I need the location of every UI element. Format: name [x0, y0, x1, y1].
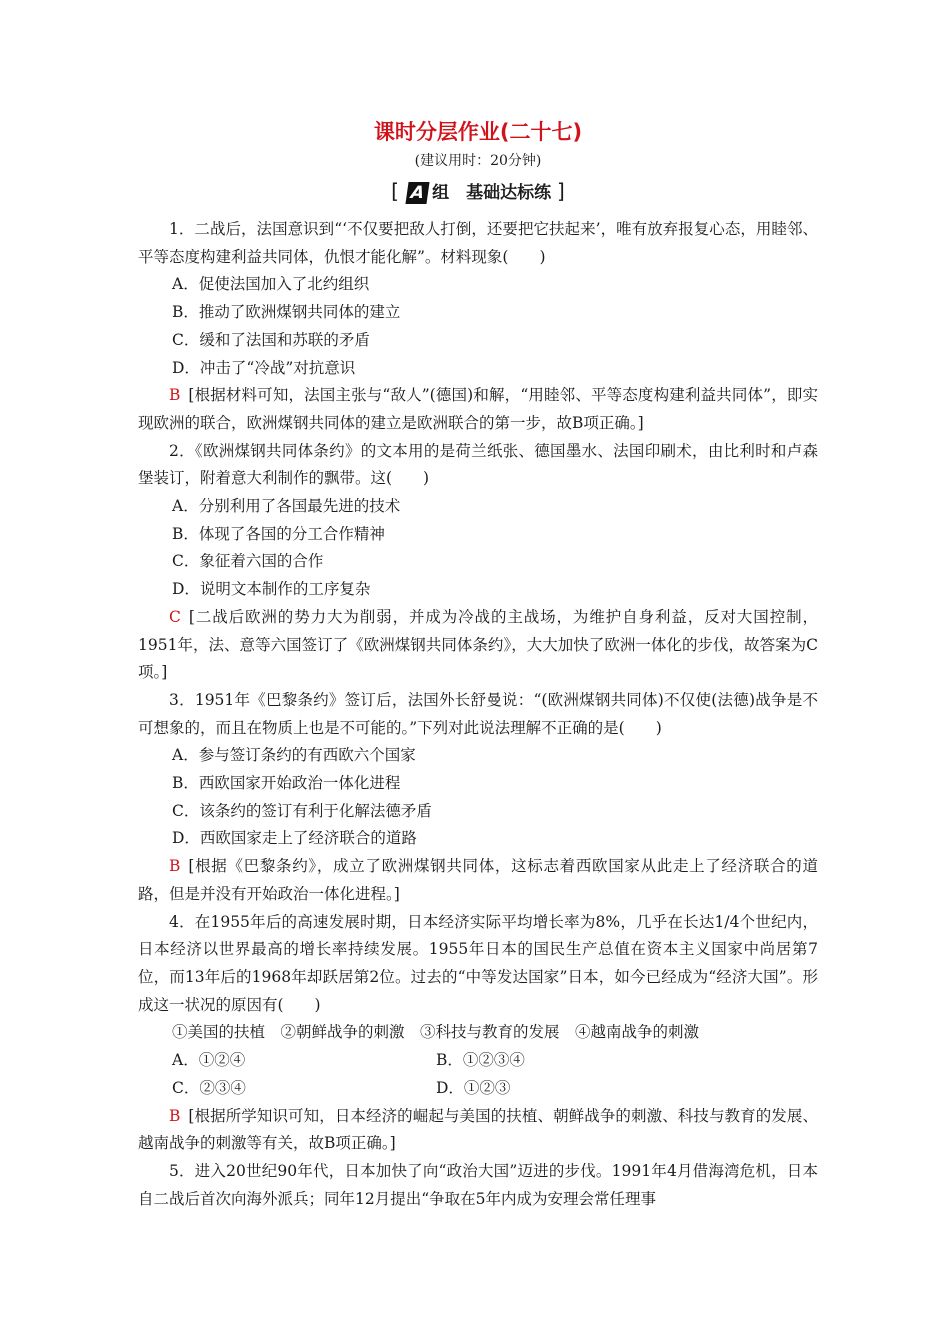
section-label: 组 基础达标练 — [432, 183, 552, 203]
answer-explanation: [根据所学知识可知，日本经济的崛起与美国的扶植、朝鲜战争的刺激、科技与教育的发展、越南战争的刺激等有关，故B项正确。] — [138, 1106, 818, 1153]
question-1-option-a: A．促使法国加入了北约组织 — [172, 275, 370, 294]
question-1-stem: 1．二战后，法国意识到“‘不仅要把敌人打倒，还要把它扶起来’，唯有放弃报复心态，用睦邻、平等态度构建利益共同体，仇恨才能化解”。材料现象( ) — [138, 220, 818, 266]
question-1-answer — [138, 382, 818, 437]
question-1-option-d: D．冲击了“冷战”对抗意识 — [172, 358, 356, 377]
question-2-answer — [138, 604, 818, 687]
section-badge: A — [405, 182, 429, 204]
question-4-option-c: C．②③④ — [172, 1078, 246, 1097]
question-3-answer — [138, 853, 818, 908]
answer-letter: B — [169, 1106, 181, 1125]
document-page — [138, 118, 818, 1213]
answer-letter: C — [169, 607, 181, 626]
question-5-stem: 5．进入20世纪90年代，日本加快了向“政治大国”迈进的步伐。1991年4月借海湾危机，日本自二战后首次向海外派兵；同年12月提出“争取在5年内成为安理会常任理事 — [138, 1161, 818, 1208]
question-4-option-a: A．①②④ — [172, 1051, 246, 1070]
question-3-stem: 3．1951年《巴黎条约》签订后，法国外长舒曼说：“(欧洲煤钢共同体)不仅使(法德)战争是不可想象的，而且在物质上也是不可能的。”下列对此说法理解不正确的是( ) — [138, 690, 818, 737]
page-title: 课时分层作业(二十七) — [373, 120, 583, 144]
question-4-options-row-1 — [138, 1047, 818, 1075]
question-2-option-b: B．体现了各国的分工合作精神 — [172, 524, 385, 543]
question-2-option-c: C．象征着六国的合作 — [172, 552, 324, 571]
question-3-option-b: B．西欧国家开始政治一体化进程 — [172, 774, 401, 793]
answer-explanation: [根据材料可知，法国主张与“敌人”(德国)和解，“用睦邻、平等态度构建利益共同体”，即实现欧洲的联合，欧洲煤钢共同体的建立是欧洲联合的第一步，故B项正确。] — [138, 386, 818, 432]
question-3-option-d: D．西欧国家走上了经济联合的道路 — [172, 829, 417, 848]
question-4-stem: 4．在1955年后的高速发展时期，日本经济实际平均增长率为8%，几乎在长达1/4个世纪内，日本经济以世界最高的增长率持续发展。1955年日本的国民生产总值在资本主义国家中尚居第7位，而13年后的1968年却跃居第2位。过去的“中等发达国家”日本，如今已经成为“经济大国”。形成这一状况的原因有( ) — [138, 912, 818, 1014]
question-4-options-row-2 — [138, 1075, 818, 1103]
answer-explanation: [根据《巴黎条约》，成立了欧洲煤钢共同体，这标志着西欧国家从此走上了经济联合的道路，但是并没有开始政治一体化进程。] — [138, 857, 818, 903]
question-2-option-d: D．说明文本制作的工序复杂 — [172, 580, 371, 599]
question-4-option-b: B．①②③④ — [436, 1051, 525, 1070]
question-1-option-c: C．缓和了法国和苏联的矛盾 — [172, 330, 370, 349]
answer-letter: B — [169, 857, 181, 876]
question-3-option-c: C．该条约的签订有利于化解法德矛盾 — [172, 801, 432, 820]
section-heading: [ A 组 基础达标练 ] — [391, 179, 565, 203]
question-4-answer — [138, 1103, 818, 1158]
suggested-time: (建议用时：20分钟) — [414, 153, 542, 169]
answer-letter: B — [169, 386, 181, 405]
question-4-option-d: D．①②③ — [436, 1078, 511, 1097]
question-2-stem: 2．《欧洲煤钢共同体条约》的文本用的是荷兰纸张、德国墨水、法国印刷术，由比利时和卢森堡装订，附着意大利制作的飘带。这( ) — [138, 441, 818, 488]
question-1-option-b: B．推动了欧洲煤钢共同体的建立 — [172, 303, 401, 322]
question-4-items: ①美国的扶植 ②朝鲜战争的刺激 ③科技与教育的发展 ④越南战争的刺激 — [172, 1023, 700, 1042]
question-2-option-a: A．分别利用了各国最先进的技术 — [172, 497, 401, 516]
question-3-option-a: A．参与签订条约的有西欧六个国家 — [172, 746, 416, 765]
answer-explanation: [二战后欧洲的势力大为削弱，并成为冷战的主战场，为维护自身利益，反对大国控制，1951年，法、意等六国签订了《欧洲煤钢共同体条约》，大大加快了欧洲一体化的步伐，故答案为C项。] — [138, 607, 818, 682]
